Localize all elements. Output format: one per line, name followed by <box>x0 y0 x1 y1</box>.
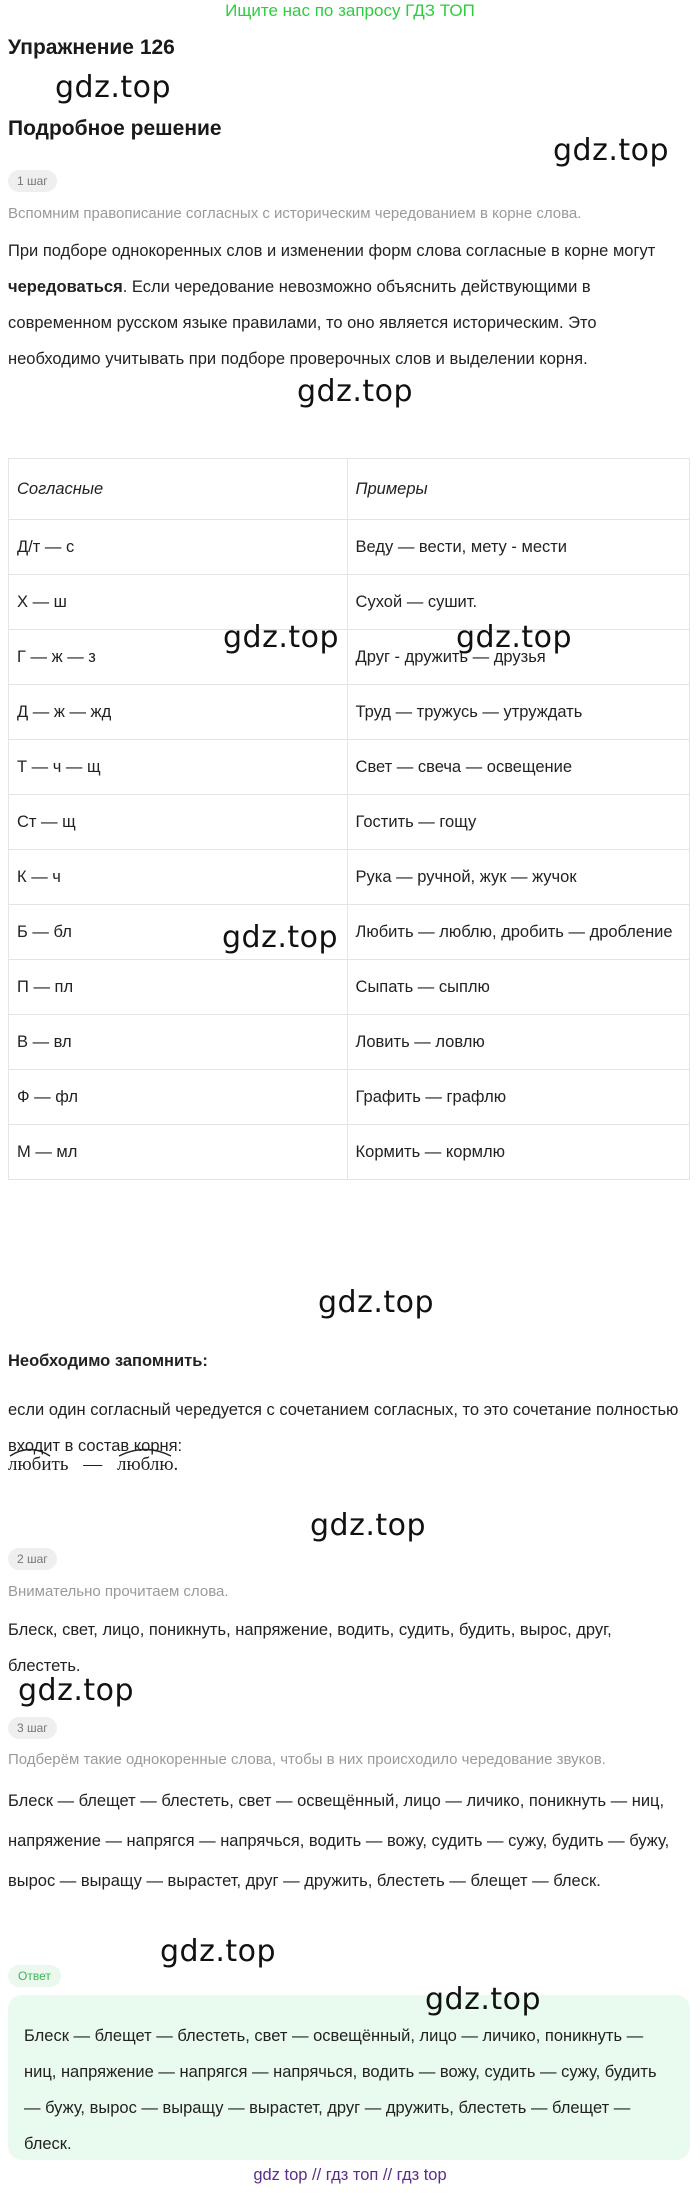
alternation-examples: Блеск — блещет — блестеть, свет — освещённый, лицо — личико, поникнуть — ниц, напряжение — напрягся — напрячься, водить — вожу, судить — сужу, будить — бужу, вырос — выращу — вырастет, друг — дружить, блестеть — блещет — блеск. <box>8 1792 670 1890</box>
step-hint: Внимательно прочитаем слова. <box>8 1583 229 1600</box>
table-row: Г — ж — з Друг - дружить — друзья <box>9 630 690 685</box>
step-badge: 2 шаг <box>8 1548 57 1570</box>
answer-badge: Ответ <box>8 1965 61 1987</box>
step-badge: 3 шаг <box>8 1717 57 1739</box>
table-row: В — вл Ловить — ловлю <box>9 1015 690 1070</box>
table-row: П — пл Сыпать — сыплю <box>9 960 690 1015</box>
root-formula: любить — люблю. <box>8 1454 178 1476</box>
table-row: Х — ш Сухой — сушит. <box>9 575 690 630</box>
watermark: gdz.top <box>18 1673 135 1708</box>
remember-heading: Необходимо запомнить: <box>8 1352 208 1370</box>
answer-text: Блеск — блещет — блестеть, свет — освещённый, лицо — личико, поникнуть — ниц, напряжение — напрягся — напрячься, водить — вожу, судить — сужу, будить — бужу, вырос — выращу — вырастет, друг — дружить, блестеть — блещет — блеск. <box>24 2027 657 2153</box>
footer-links[interactable]: gdz top // гдз топ // гдз top <box>253 2166 447 2184</box>
step-badge: 1 шаг <box>8 170 57 192</box>
words-list: Блеск, свет, лицо, поникнуть, напряжение, водить, судить, будить, вырос, друг, блестеть. <box>8 1621 612 1675</box>
column-header: Примеры <box>347 459 689 520</box>
table-row: Т — ч — щ Свет — свеча — освещение <box>9 740 690 795</box>
page-title: Упражнение 126 <box>8 36 175 59</box>
solution-heading: Подробное решение <box>8 117 222 140</box>
column-header: Согласные <box>9 459 348 520</box>
watermark: gdz.top <box>222 920 339 955</box>
search-banner: Ищите нас по запросу ГДЗ ТОП <box>225 1 475 20</box>
watermark: gdz.top <box>223 620 340 655</box>
alternation-table <box>8 458 690 1180</box>
step-hint: Подберём такие однокоренные слова, чтобы в них происходило чередование звуков. <box>8 1751 606 1768</box>
table-header-row <box>9 459 690 520</box>
table-row: К — ч Рука — ручной, жук — жучок <box>9 850 690 905</box>
table-row: Д — ж — жд Труд — тружусь — утруждать <box>9 685 690 740</box>
watermark: gdz.top <box>318 1285 435 1320</box>
table-row: Ф — фл Графить — графлю <box>9 1070 690 1125</box>
table-row: М — мл Кормить — кормлю <box>9 1125 690 1180</box>
remember-text: если один согласный чередуется с сочетанием согласных, то это сочетание полностью входит в состав корня: <box>8 1401 679 1455</box>
step-hint: Вспомним правописание согласных с историческим чередованием в корне слова. <box>8 205 582 222</box>
watermark: gdz.top <box>425 1982 542 2017</box>
watermark: gdz.top <box>55 70 172 105</box>
table-row: Ст — щ Гостить — гощу <box>9 795 690 850</box>
watermark: gdz.top <box>310 1508 427 1543</box>
table-row: Б — бл Любить — люблю, дробить — дробление <box>9 905 690 960</box>
watermark: gdz.top <box>456 620 573 655</box>
watermark: gdz.top <box>297 374 414 409</box>
watermark: gdz.top <box>160 1934 277 1969</box>
watermark: gdz.top <box>553 133 670 168</box>
rule-paragraph: При подборе однокоренных слов и изменении форм слова согласные в корне могут чередоваться. Если чередование невозможно объяснить действующими в современном русском языке правилами, то оно является историческим. Это необходимо учитывать при подборе проверочных слов и выделении корня. <box>8 242 656 368</box>
table-row: Д/т — с Веду — вести, мету - мести <box>9 520 690 575</box>
